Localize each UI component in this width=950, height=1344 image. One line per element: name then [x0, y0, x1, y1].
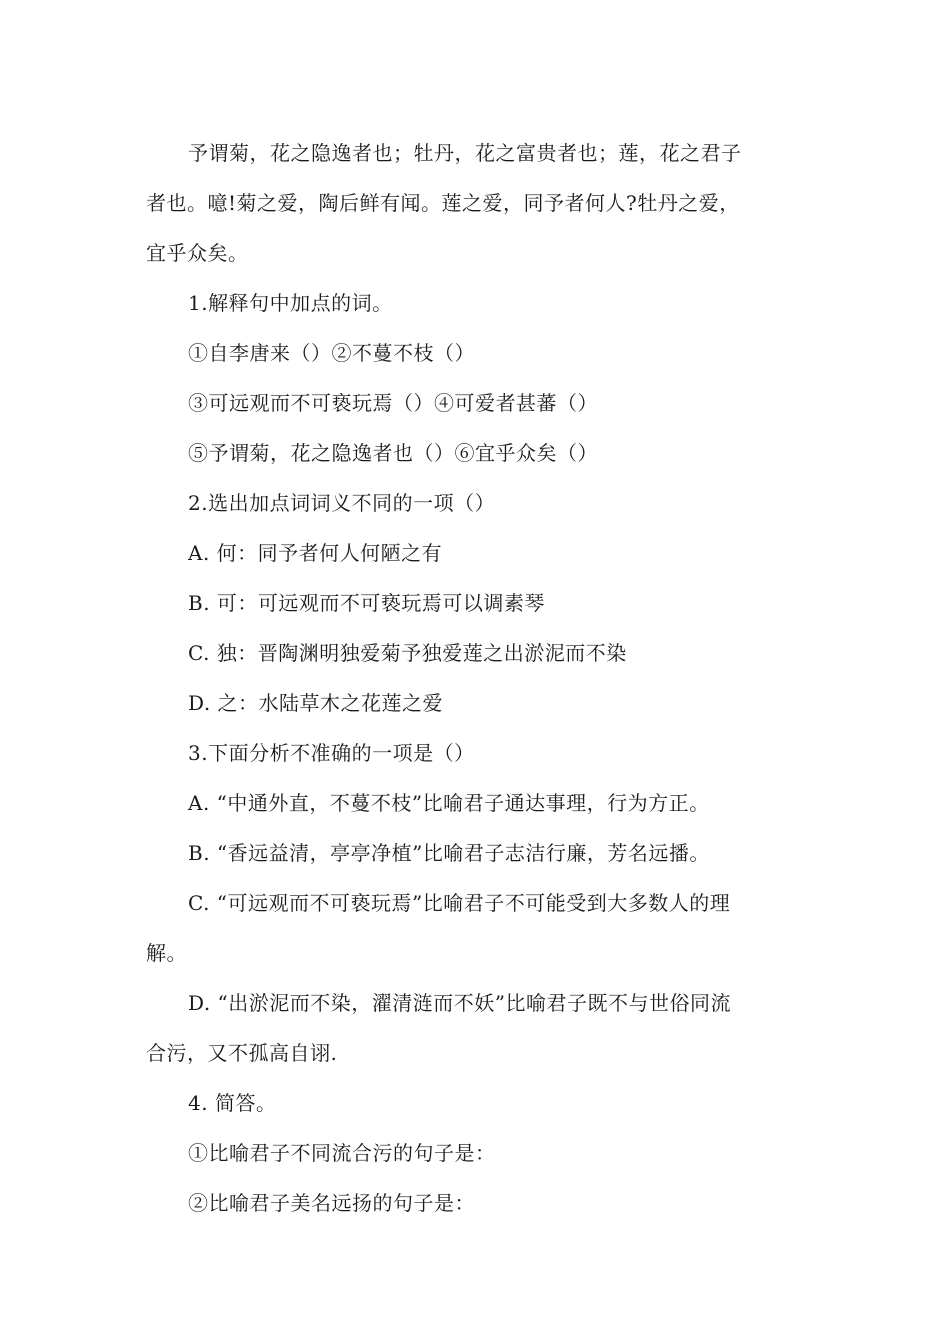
question-3-option-a: A. “中通外直，不蔓不枝”比喻君子通达事理，行为方正。 [188, 791, 710, 815]
question-1-title: 1.解释句中加点的词。 [188, 291, 393, 315]
question-2-option-c: C. 独：晋陶渊明独爱菊予独爱莲之出淤泥而不染 [188, 641, 627, 665]
question-3-option-d-line-2: 合污，又不孤高自诩. [146, 1041, 338, 1065]
question-1-row-3: ⑤予谓菊，花之隐逸者也（）⑥宜乎众矣（） [188, 441, 598, 465]
passage-line-1: 予谓菊，花之隐逸者也；牡丹，花之富贵者也；莲，花之君子 [188, 141, 742, 165]
document-body [146, 128, 810, 1228]
question-4-item-1: ①比喻君子不同流合污的句子是： [188, 1141, 496, 1165]
question-2-title: 2.选出加点词词义不同的一项（） [188, 491, 496, 515]
question-4-item-2: ②比喻君子美名远扬的句子是： [188, 1191, 475, 1215]
question-2-option-d: D. 之：水陆草木之花莲之爱 [188, 691, 444, 715]
question-3-option-d-line-1: D. “出淤泥而不染，濯清涟而不妖”比喻君子既不与世俗同流 [188, 991, 731, 1015]
question-3-title: 3.下面分析不准确的一项是（） [188, 741, 475, 765]
question-2-option-b: B. 可：可远观而不可亵玩焉可以调素琴 [188, 591, 545, 615]
question-3-option-b: B. “香远益清，亭亭净植”比喻君子志洁行廉，芳名远播。 [188, 841, 710, 865]
question-1-row-2: ③可远观而不可亵玩焉（）④可爱者甚蕃（） [188, 391, 598, 415]
question-1-row-1: ①自李唐来（）②不蔓不枝（） [188, 341, 475, 365]
question-3-option-c-line-2: 解。 [146, 941, 187, 965]
question-2-option-a: A. 何：同予者何人何陋之有 [188, 541, 443, 565]
question-3-option-c-line-1: C. “可远观而不可亵玩焉”比喻君子不可能受到大多数人的理 [188, 891, 731, 915]
passage-line-2: 者也。噫!菊之爱，陶后鲜有闻。莲之爱，同予者何人?牡丹之爱， [146, 191, 740, 215]
question-4-title: 4. 简答。 [188, 1091, 277, 1115]
passage-line-3: 宜乎众矣。 [146, 241, 249, 265]
